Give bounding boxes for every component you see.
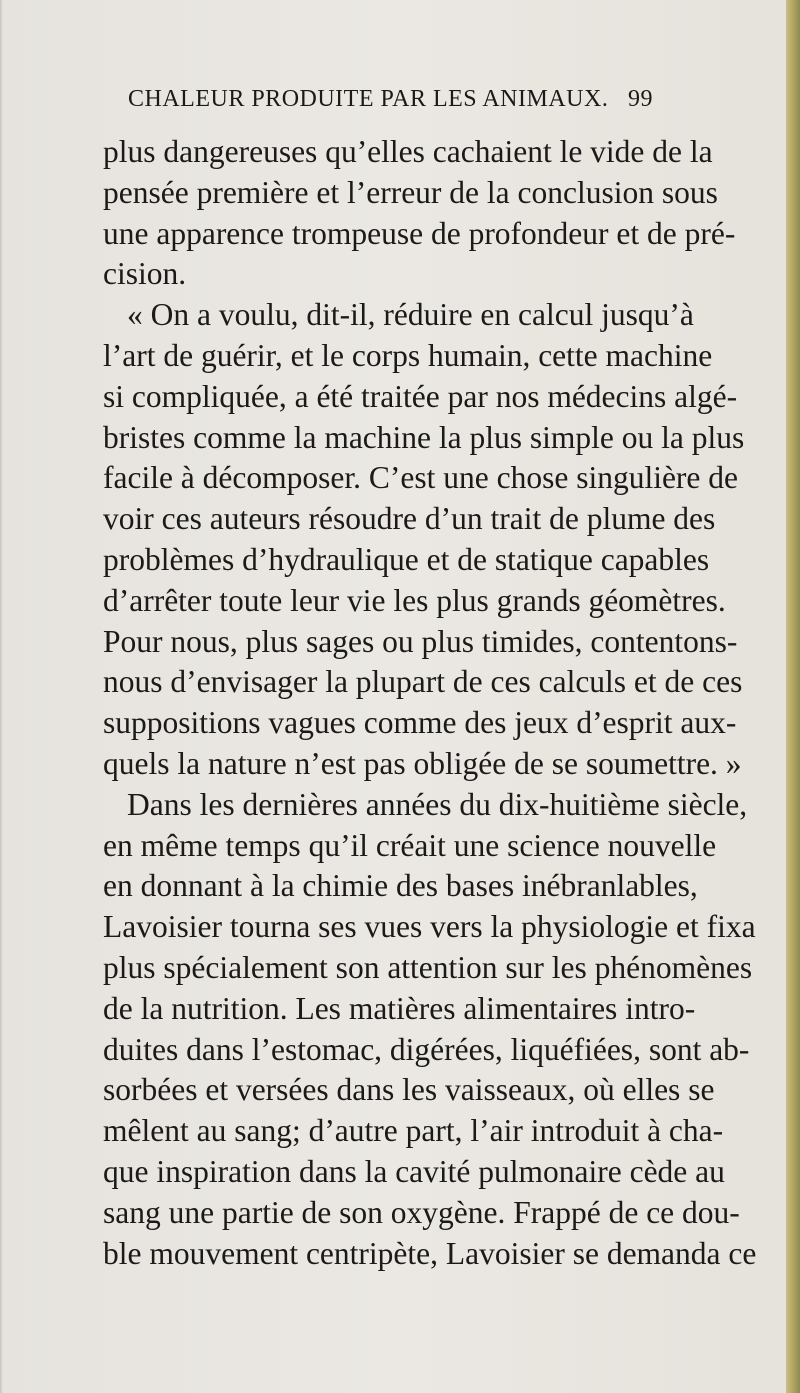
- text-line: voir ces auteurs résoudre d’un trait de plume des: [103, 501, 716, 537]
- text-line: l’art de guérir, et le corps humain, cette machine: [103, 337, 713, 373]
- page-number: 99: [628, 86, 653, 112]
- text-line: plus dangereuses qu’elles cachaient le vide de la: [103, 134, 713, 169]
- text-line: que inspiration dans la cavité pulmonaire cède au: [103, 1153, 725, 1189]
- running-title: CHALEUR PRODUITE PAR LES ANIMAUX.: [128, 86, 609, 112]
- text-line: sang une partie de son oxygène. Frappé de ce dou-: [103, 1194, 740, 1230]
- text-line: en même temps qu’il créait une science nouvelle: [103, 827, 717, 863]
- text-line: cision.: [103, 256, 187, 292]
- text-line: en donnant à la chimie des bases inébranlables,: [103, 868, 698, 904]
- text-line: facile à décomposer. C’est une chose singulière de: [103, 460, 739, 496]
- text-line: d’arrêter toute leur vie les plus grands géomètres.: [103, 582, 726, 618]
- text-line: quels la nature n’est pas obligée de se soumettre. »: [103, 745, 742, 781]
- page-edge: [786, 0, 800, 1393]
- body-text: [103, 132, 757, 1274]
- text-line: mêlent au sang; d’autre part, l’air introduit à cha-: [103, 1113, 724, 1149]
- text-line: si compliquée, a été traitée par nos médecins algé-: [103, 378, 738, 414]
- text-line: une apparence trompeuse de profondeur et de pré-: [103, 215, 736, 251]
- text-line: Dans les dernières années du dix-huitième siècle,: [127, 786, 748, 822]
- text-line: sorbées et versées dans les vaisseaux, où elles se: [103, 1072, 715, 1108]
- page-header: [128, 86, 653, 126]
- text-line: bristes comme la machine la plus simple ou la plus: [103, 419, 745, 455]
- text-line: pensée première et l’erreur de la conclusion sous: [103, 174, 718, 210]
- text-line: nous d’envisager la plupart de ces calculs et de ces: [103, 664, 743, 700]
- page-gutter-shadow: [0, 0, 3, 1393]
- text-line: suppositions vagues comme des jeux d’esprit aux-: [103, 705, 737, 741]
- text-line: « On a voulu, dit-il, réduire en calcul jusqu’à: [127, 297, 694, 333]
- text-line: Pour nous, plus sages ou plus timides, contentons-: [103, 623, 738, 659]
- text-line: de la nutrition. Les matières alimentaires intro-: [103, 990, 696, 1026]
- text-line: Lavoisier tourna ses vues vers la physiologie et fixa: [103, 909, 756, 945]
- text-line: duites dans l’estomac, digérées, liquéfiées, sont ab-: [103, 1031, 750, 1067]
- text-line: plus spécialement son attention sur les phénomènes: [103, 949, 753, 985]
- text-line: problèmes d’hydraulique et de statique capables: [103, 541, 710, 577]
- text-line: ble mouvement centripète, Lavoisier se demanda ce: [103, 1235, 757, 1271]
